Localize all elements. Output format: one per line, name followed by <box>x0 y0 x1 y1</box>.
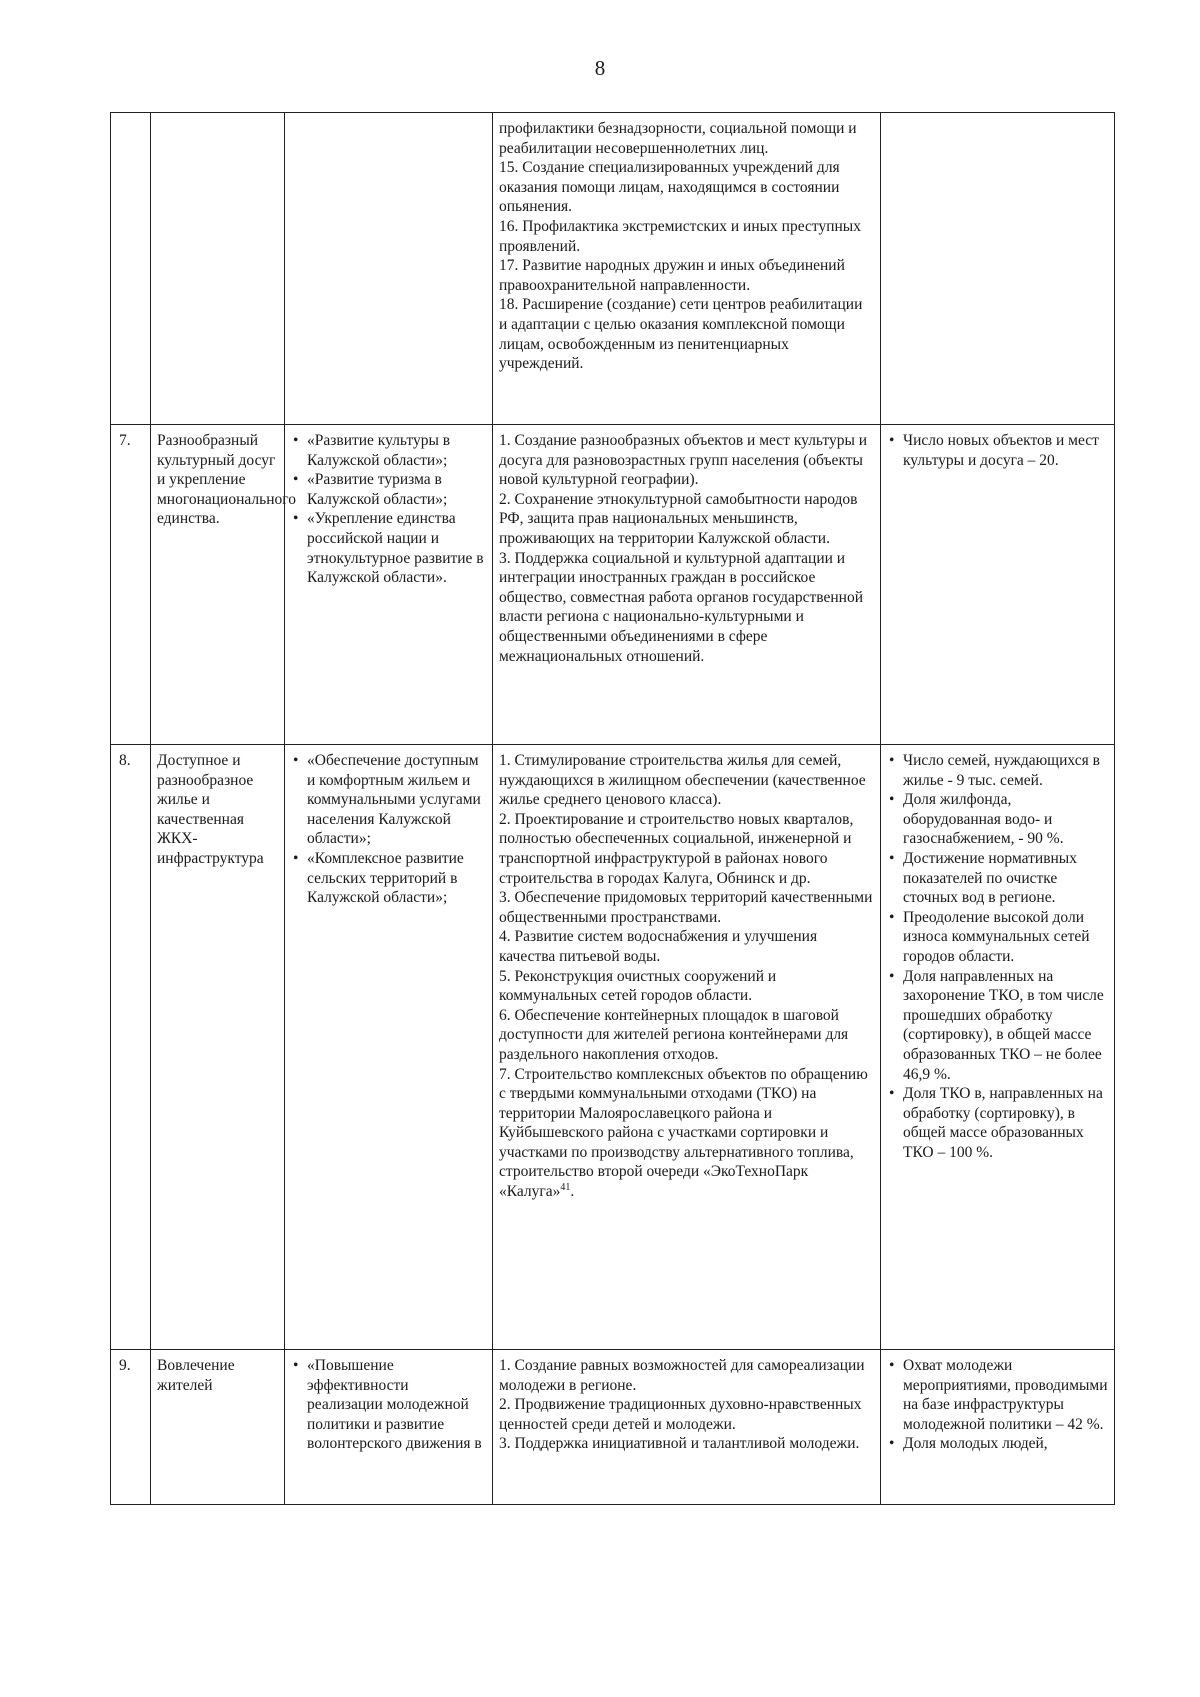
indicator-item: • Число новых объектов и мест культуры и досуга – 20. <box>887 431 1108 470</box>
row-indicators <box>881 1350 1115 1505</box>
footnote-ref: 41 <box>560 1181 571 1193</box>
indicator-item: • Доля направленных на захоронение ТКО, в том числе прошедших обработку (сортировку), в общей массе образованных ТКО – не более 46,9 %. <box>887 967 1108 1085</box>
row-measures <box>493 425 881 745</box>
row-programs <box>285 1350 493 1505</box>
program-item: • «Повышение эффективности реализации молодежной политики и развитие волонтерского движения в <box>291 1356 486 1454</box>
row-indicators <box>881 425 1115 745</box>
measure-item: 1. Создание равных возможностей для самореализации молодежи в регионе. <box>499 1357 865 1394</box>
row-title: Вовлечение жителей <box>151 1350 285 1505</box>
row-number <box>111 113 151 425</box>
measure-item: профилактики безнадзорности, социальной помощи и реабилитации несовершеннолетних лиц. <box>499 120 857 157</box>
measure-item: 2. Продвижение традиционных духовно-нравственных ценностей среди детей и молодежи. <box>499 1396 862 1433</box>
table-row-8 <box>111 745 1115 1350</box>
row-number: 7. <box>111 425 151 745</box>
row-indicators <box>881 113 1115 425</box>
program-item: • «Комплексное развитие сельских территорий в Калужской области»; <box>291 849 486 908</box>
row-programs <box>285 745 493 1350</box>
measure-item: 2. Сохранение этнокультурной самобытности народов РФ, защита прав национальных меньшинств, проживающих на территории Калужской области. <box>499 490 858 547</box>
row-title: Доступное и разнообразное жилье и качественная ЖКХ-инфраструктура <box>151 745 285 1350</box>
row-indicators <box>881 745 1115 1350</box>
measure-item: 1. Стимулирование строительства жилья для семей, нуждающихся в жилищном обеспечении (качественное жилье среднего ценового класса). <box>499 752 866 809</box>
measure-item: 3. Поддержка инициативной и талантливой молодежи. <box>499 1435 860 1453</box>
indicator-item: • Охват молодежи мероприятиями, проводимыми на базе инфраструктуры молодежной политики – 42 %. <box>887 1356 1108 1434</box>
measure-item <box>499 1065 874 1202</box>
row-measures <box>493 1350 881 1505</box>
measure-item: 3. Поддержка социальной и культурной адаптации и интеграции иностранных граждан в российское общество, совместная работа органов государственной власти региона с национально-культурными и общественными объединениями в сфере межнациональных отношений. <box>499 549 864 665</box>
table-row-9 <box>111 1350 1115 1505</box>
table-row-continuation <box>111 113 1115 425</box>
row-measures <box>493 745 881 1350</box>
row-number: 9. <box>111 1350 151 1505</box>
measure-item: 2. Проектирование и строительство новых кварталов, полностью обеспеченных социальной, инженерной и транспортной инфраструктурой в районах нового строительства в городах Калуга, Обнинск и др. <box>499 810 854 887</box>
page-number: 8 <box>594 56 606 80</box>
measure-item-end: . <box>570 1183 575 1201</box>
measure-item: 15. Создание специализированных учреждений для оказания помощи лицам, находящимся в состоянии опьянения. <box>499 159 840 216</box>
row-programs <box>285 425 493 745</box>
measure-item: 18. Расширение (создание) сети центров реабилитации и адаптации с целью оказания комплексной помощи лицам, освобожденным из пенитенциарных учреждений. <box>499 296 863 373</box>
indicator-item: • Число семей, нуждающихся в жилье - 9 тыс. семей. <box>887 751 1108 790</box>
measure-item: 6. Обеспечение контейнерных площадок в шаговой доступности для жителей региона контейнерами для раздельного накопления отходов. <box>499 1006 849 1063</box>
measure-item: 4. Развитие систем водоснабжения и улучшения качества питьевой воды. <box>499 928 818 965</box>
measure-item: 5. Реконструкция очистных сооружений и коммунальных сетей городов области. <box>499 967 777 1005</box>
program-item: • «Обеспечение доступным и комфортным жильем и коммунальными услугами населения Калужской области»; <box>291 751 486 849</box>
measure-item: 16. Профилактика экстремистских и иных преступных проявлений. <box>499 217 861 255</box>
measure-item-text: 7. Строительство комплексных объектов по обращению с твердыми коммунальными отходами (ТКО) на территории Малоярославецкого района и Куйбышевского района с участками сортировки и участками по производству альтернативного топлива, строительство второй очереди «ЭкоТехноПарк «Калуга» <box>499 1065 868 1201</box>
row-title <box>151 113 285 425</box>
measure-item: 1. Создание разнообразных объектов и мест культуры и досуга для разновозрастных групп населения (объекты новой культурной географии). <box>499 432 868 489</box>
row-programs <box>285 113 493 425</box>
indicator-item: • Доля ТКО в, направленных на обработку (сортировку), в общей массе образованных ТКО – 100 %. <box>887 1084 1108 1162</box>
program-item: • «Развитие культуры в Калужской области»; <box>291 431 486 470</box>
row-measures <box>493 113 881 425</box>
measure-item: 17. Развитие народных дружин и иных объединений правоохранительной направленности. <box>499 257 845 294</box>
program-item: • «Укрепление единства российской нации и этнокультурное развитие в Калужской области». <box>291 509 486 587</box>
indicator-item: • Достижение нормативных показателей по очистке сточных вод в регионе. <box>887 849 1108 908</box>
row-number: 8. <box>111 745 151 1350</box>
indicator-item: • Доля молодых людей, <box>887 1434 1108 1454</box>
strategy-table <box>110 112 1115 1505</box>
indicator-item: • Преодоление высокой доли износа коммунальных сетей городов области. <box>887 908 1108 967</box>
program-item: • «Развитие туризма в Калужской области»; <box>291 470 486 509</box>
table-row-7 <box>111 425 1115 745</box>
row-title: Разнообразный культурный досуг и укрепление многонационального единства. <box>151 425 285 745</box>
measure-item: 3. Обеспечение придомовых территорий качественными общественными пространствами. <box>499 889 873 926</box>
indicator-item: • Доля жилфонда, оборудованная водо- и газоснабжением, - 90 %. <box>887 790 1108 849</box>
